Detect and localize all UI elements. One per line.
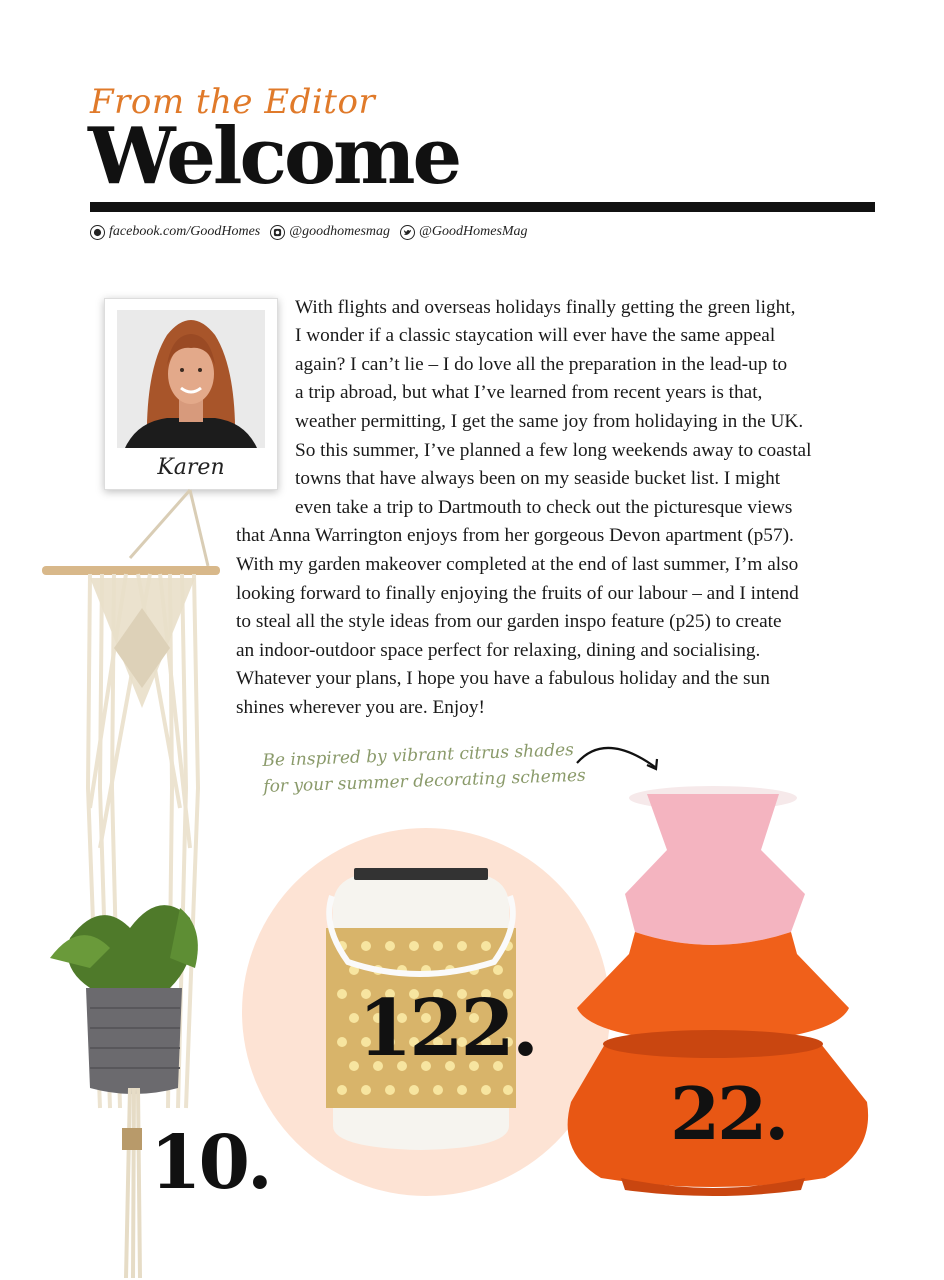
letter-line: Whatever your plans, I hope you have a fabulous holiday and the sun [236,668,770,689]
letter-line: weather permitting, I get the same joy from holidaying in the UK. [295,411,804,432]
caption-line: for your summer decorating schemes [263,765,587,797]
facebook-link[interactable]: facebook.com/GoodHomes [109,224,261,239]
instagram-icon [270,225,285,240]
letter-line: With my garden makeover completed at the end of last summer, I’m also [236,554,799,575]
letter-line: shines wherever you are. Enjoy! [236,697,485,718]
editor-signature: Karen [157,455,225,480]
letter-line: With flights and overseas holidays finally getting the green light, [295,297,796,318]
letter-line: even take a trip to Dartmouth to check out the picturesque views [295,497,793,518]
page-title: Welcome [88,111,460,202]
letter-line: again? I can’t lie – I do love all the preparation in the lead-up to [295,354,788,375]
vase-product-number: 22. [670,1071,787,1156]
editor-polaroid [104,298,278,490]
letter-line: towns that have always been on my seaside bucket list. I might [295,468,781,489]
lantern-product-number: 122. [358,983,536,1074]
hanger-product-number: 10. [150,1120,270,1206]
letter-line: that Anna Warrington enjoys from her gorgeous Devon apartment (p57). [236,525,794,546]
instagram-link[interactable]: @goodhomesmag [289,224,391,239]
section-kicker: From the Editor [90,82,376,122]
title-rule [90,202,875,212]
letter-line: I wonder if a classic staycation will ever have the same appeal [295,325,776,346]
letter-line: an indoor-outdoor space perfect for relaxing, dining and socialising. [236,640,761,661]
caption-line: Be inspired by vibrant citrus shades [262,740,575,771]
twitter-link[interactable]: @GoodHomesMag [419,224,528,239]
letter-line: to steal all the style ideas from our garden inspo feature (p25) to create [236,611,782,632]
letter-line: a trip abroad, but what I’ve learned from recent years is that, [295,382,763,403]
editor-photo [117,310,265,448]
facebook-icon [90,225,105,240]
letter-line: looking forward to finally enjoying the fruits of our labour – and I intend [236,583,799,604]
letter-line: So this summer, I’ve planned a few long weekends away to coastal [295,440,812,461]
curved-arrow-icon [575,735,670,780]
twitter-icon [400,225,415,240]
inspo-caption [262,737,586,800]
social-links [90,224,528,240]
